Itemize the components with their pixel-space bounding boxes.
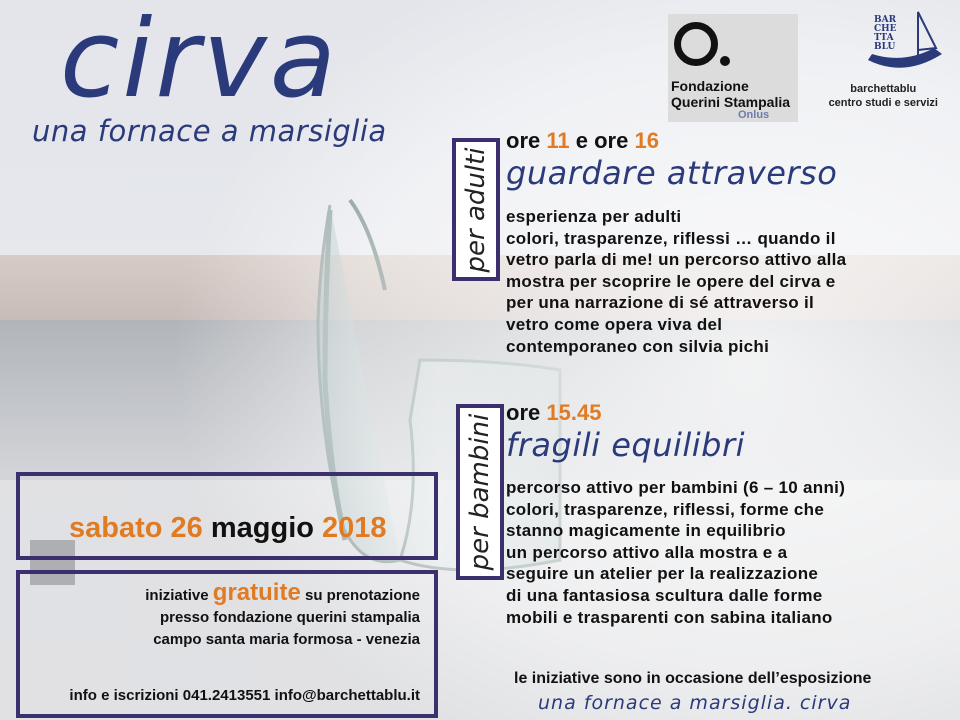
adults-time: ore 11 e ore 16 (506, 128, 659, 153)
label-per-bambini: per bambini (456, 404, 504, 580)
adults-title: guardare attraverso (506, 154, 838, 192)
barchettablu-logo (864, 8, 944, 76)
footer-exhibition: una fornace a marsiglia. cirva (538, 692, 852, 714)
querini-stampalia-logo: Fondazione Querini Stampalia Onlus (668, 14, 798, 122)
circle-icon (674, 22, 718, 66)
footer-note: le iniziative sono in occasione dell’esposizione (514, 670, 872, 687)
kids-description: percorso attivo per bambini (6 – 10 anni) colori, trasparenze, riflessi, forme che stanno magicamente in equilibrio un percorso attivo alla mostra e a seguire un atelier per la realizzazione di una fantasiosa scultura dalle forme mobili e trasparenti con sabina italiano (506, 478, 846, 627)
barchettablu-wordmark: BAR CHE TTA BLU (874, 15, 897, 52)
dot-icon (720, 56, 730, 66)
exhibition-title: cirva (60, 0, 339, 122)
event-date: sabato 26 maggio 2018 (69, 512, 387, 544)
kids-time: ore 15.45 (506, 400, 602, 425)
label-per-adulti: per adulti (452, 138, 500, 281)
barchettablu-caption: barchettablu centro studi e servizi (828, 83, 938, 109)
exhibition-subtitle: una fornace a marsiglia (32, 114, 387, 148)
contact-info: info e iscrizioni 041.2413551 info@barchettablu.it (69, 687, 420, 704)
kids-title: fragili equilibri (506, 426, 745, 464)
adults-description: esperienza per adulti colori, trasparenze, riflessi … quando il vetro parla di me! un percorso attivo alla mostra per scoprire le opere del cirva e per una narrazione di sé attraverso il vetro come opera viva del contemporaneo con silvia pichi (506, 207, 847, 356)
free-events-info: iniziative gratuite su prenotazione presso fondazione querini stampalia campo santa maria formosa - venezia (145, 579, 420, 648)
